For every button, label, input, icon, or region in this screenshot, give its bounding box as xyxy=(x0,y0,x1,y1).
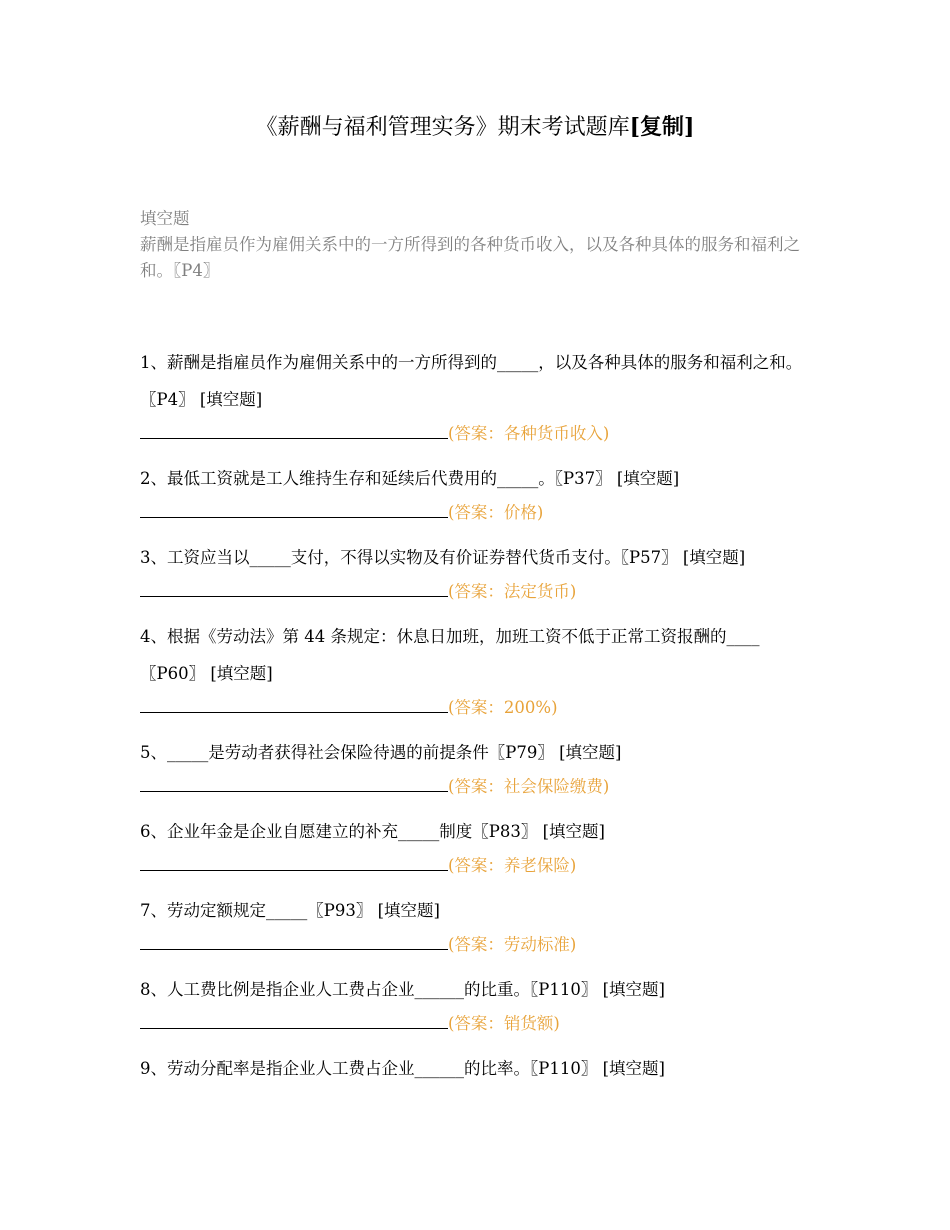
question-text: 5、_____是劳动者获得社会保险待遇的前提条件〖P79〗 [填空题] xyxy=(140,743,622,762)
answer-text: (答案：销货额) xyxy=(448,1014,560,1033)
answer-blank xyxy=(140,1006,448,1029)
answer-blank xyxy=(140,495,448,518)
question-text: 3、工资应当以_____支付，不得以实物及有价证券替代货币支付。〖P57〗 [填空题] xyxy=(140,548,746,567)
answer-line xyxy=(140,495,815,531)
question-item xyxy=(140,971,815,1042)
question-item xyxy=(140,892,815,963)
question-text: 1、薪酬是指雇员作为雇佣关系中的一方所得到的_____，以及各种具体的服务和福利之和。〖P4〗 [填空题] xyxy=(140,353,803,409)
page-title xyxy=(0,110,950,145)
answer-line xyxy=(140,416,815,452)
answer-text: (答案：社会保险缴费) xyxy=(448,777,610,796)
answer-blank xyxy=(140,848,448,871)
answer-text: (答案：各种货币收入) xyxy=(448,424,610,443)
question-item xyxy=(140,813,815,884)
question-item xyxy=(140,618,815,726)
answer-blank xyxy=(140,574,448,597)
answer-blank xyxy=(140,927,448,950)
answer-text: (答案：法定货币) xyxy=(448,582,577,601)
answer-line xyxy=(140,1006,815,1042)
question-item xyxy=(140,734,815,805)
question-text: 2、最低工资就是工人维持生存和延续后代费用的_____。〖P37〗 [填空题] xyxy=(140,469,680,488)
question-item xyxy=(140,1050,815,1087)
title-suffix: [复制] xyxy=(629,114,695,140)
question-text: 6、企业年金是企业自愿建立的补充_____制度〖P83〗 [填空题] xyxy=(140,822,605,841)
answer-text: (答案：价格) xyxy=(448,503,544,522)
answer-text: (答案：养老保险) xyxy=(448,856,577,875)
question-item xyxy=(140,460,815,531)
answer-blank xyxy=(140,416,448,439)
question-text: 7、劳动定额规定_____〖P93〗 [填空题] xyxy=(140,901,440,920)
answer-line xyxy=(140,690,815,726)
answer-blank xyxy=(140,769,448,792)
section-description: 薪酬是指雇员作为雇佣关系中的一方所得到的各种货币收入，以及各种具体的服务和福利之和。〖P4〗 xyxy=(140,235,800,280)
section-intro xyxy=(140,206,815,284)
question-text: 4、根据《劳动法》第 44 条规定：休息日加班，加班工资不低于正常工资报酬的____〖P60〗 [填空题] xyxy=(140,627,760,683)
title-main: 《薪酬与福利管理实务》期末考试题库 xyxy=(255,115,630,140)
question-list xyxy=(140,344,815,1095)
answer-line xyxy=(140,769,815,805)
question-item xyxy=(140,344,815,452)
answer-text: (答案：劳动标准) xyxy=(448,935,577,954)
question-text: 8、人工费比例是指企业人工费占企业______的比重。〖P110〗 [填空题] xyxy=(140,980,665,999)
answer-line xyxy=(140,927,815,963)
section-label: 填空题 xyxy=(140,209,190,228)
question-item xyxy=(140,539,815,610)
answer-line xyxy=(140,574,815,610)
answer-line xyxy=(140,848,815,884)
answer-blank xyxy=(140,690,448,713)
answer-text: (答案：200%) xyxy=(448,698,558,717)
question-text: 9、劳动分配率是指企业人工费占企业______的比率。〖P110〗 [填空题] xyxy=(140,1059,665,1078)
